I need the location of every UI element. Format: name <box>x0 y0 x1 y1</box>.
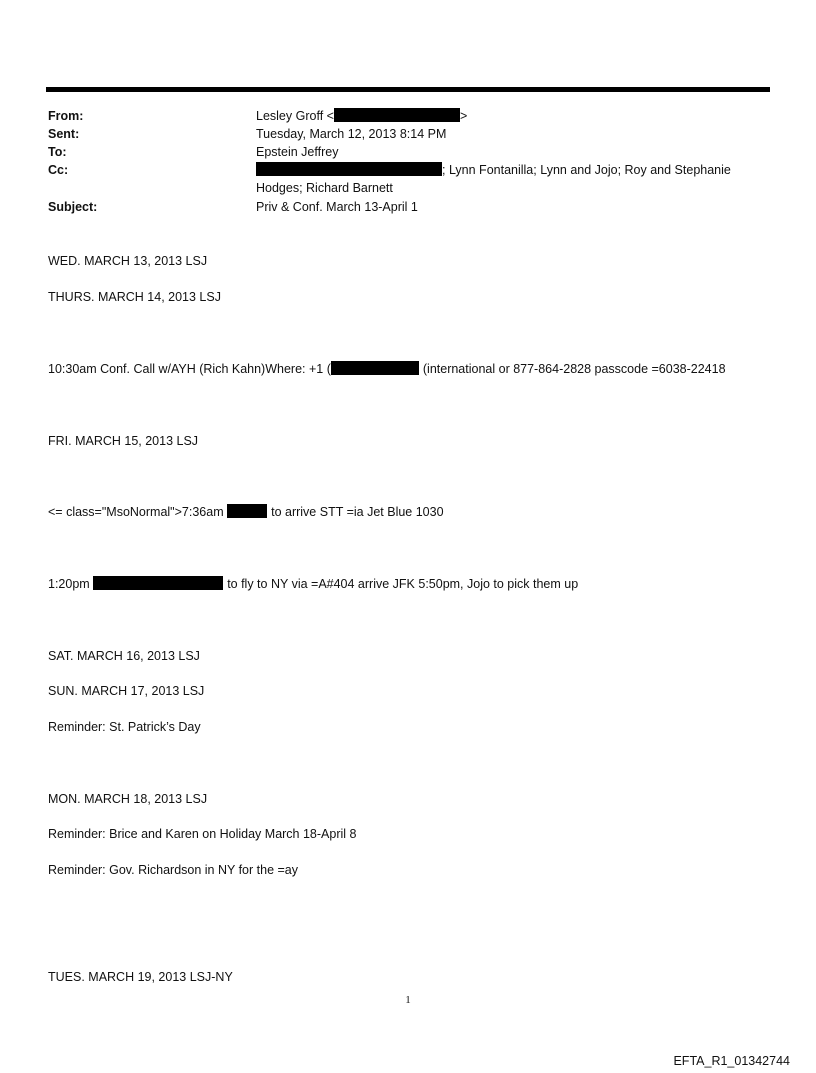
body-line: TUES. MARCH 19, 2013 LSJ-NY <box>48 970 233 984</box>
body-text: <= class="MsoNormal">7:36am <box>48 505 224 519</box>
redaction-box <box>256 162 442 176</box>
body-line: WED. MARCH 13, 2013 LSJ <box>48 254 208 268</box>
from-label: From: <box>48 109 84 123</box>
from-close: > <box>459 109 468 123</box>
subject-label: Subject: <box>48 200 98 214</box>
body-line: SUN. MARCH 17, 2013 LSJ <box>48 684 205 698</box>
cc-label: Cc: <box>48 163 69 177</box>
body-line <box>48 575 578 593</box>
body-text: 10:30am Conf. Call w/AYH (Rich Kahn)Where: +1 ( <box>48 362 331 376</box>
document-id: EFTA_R1_01342744 <box>673 1054 790 1068</box>
body-text: (international or 877-864-2828 passcode =6038-22418 <box>422 362 726 376</box>
body-line: Reminder: Gov. Richardson in NY for the =ay <box>48 863 298 877</box>
subject-value: Priv & Conf. March 13-April 1 <box>256 200 418 214</box>
body-line: MON. MARCH 18, 2013 LSJ <box>48 792 208 806</box>
body-text: 1:20pm <box>48 577 90 591</box>
cc-value-line1 <box>256 161 731 179</box>
body-line <box>48 503 444 521</box>
body-line <box>48 360 726 378</box>
from-value <box>256 107 467 125</box>
header-divider <box>46 87 770 92</box>
page-number: 1 <box>405 994 411 1006</box>
body-line: Reminder: St. Patrick’s Day <box>48 720 201 734</box>
cc-text-line1: ; Lynn Fontanilla; Lynn and Jojo; Roy and Stephanie <box>442 163 731 177</box>
body-line: SAT. MARCH 16, 2013 LSJ <box>48 649 200 663</box>
sent-label: Sent: <box>48 127 80 141</box>
cc-value-line2: Hodges; Richard Barnett <box>256 181 393 195</box>
body-line: FRI. MARCH 15, 2013 LSJ <box>48 434 199 448</box>
body-line: THURS. MARCH 14, 2013 LSJ <box>48 290 221 304</box>
body-text: to fly to NY via =A#404 arrive JFK 5:50pm, Jojo to pick them up <box>227 577 579 591</box>
sent-value: Tuesday, March 12, 2013 8:14 PM <box>256 127 447 141</box>
redaction-box <box>334 108 460 122</box>
to-label: To: <box>48 145 67 159</box>
to-value: Epstein Jeffrey <box>256 145 339 159</box>
redaction-box <box>93 576 223 590</box>
redaction-box <box>331 361 419 375</box>
from-name: Lesley Groff < <box>256 109 334 123</box>
redaction-box <box>227 504 267 518</box>
body-line: Reminder: Brice and Karen on Holiday March 18-April 8 <box>48 827 357 841</box>
body-text: to arrive STT =ia Jet Blue 1030 <box>271 505 444 519</box>
